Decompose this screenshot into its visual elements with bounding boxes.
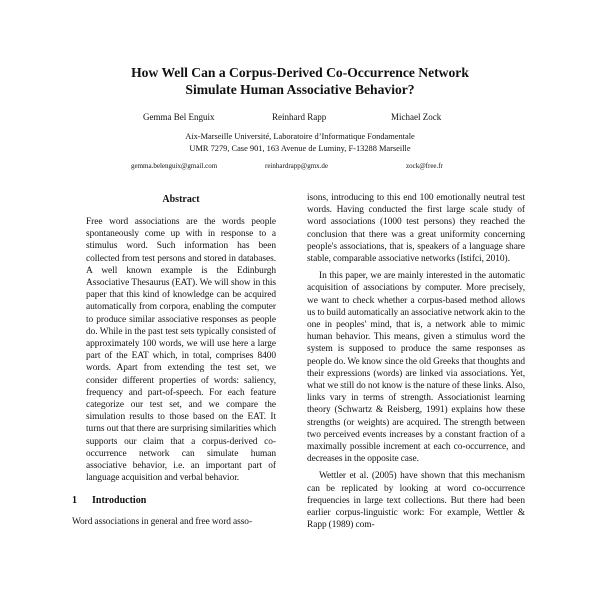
- author-3: Michael Zock: [391, 112, 442, 122]
- email-3: zock@free.fr: [406, 162, 443, 170]
- intro-first-line: Word associations in general and free word asso-: [72, 517, 253, 528]
- section-heading-introduction: [72, 494, 290, 507]
- author-1: Gemma Bel Enguix: [143, 112, 215, 122]
- affiliation-line-2: UMR 7279, Case 901, 163 Avenue de Luminy, F-13288 Marseille: [189, 144, 411, 153]
- author-2: Reinhard Rapp: [272, 112, 327, 122]
- paragraph-prior-work: Wettler et al. (2005) have shown that this mechanism can be replicated by looking at word co-occurrence frequencies in large text collections. But there had been earlier corpus-linguistic work: For example, Wettler & Rapp (1989) com-: [307, 471, 525, 531]
- email-1: gemma.belenguix@gmail.com: [131, 162, 218, 170]
- abstract-heading: Abstract: [162, 194, 200, 205]
- email-2: reinhardrapp@gmx.de: [265, 162, 329, 170]
- paragraph-continued: isons, introducing to this end 100 emotionally neutral test words. Having conducted the first large scale study of word associations (1000 test persons) they reached the conclusion that there was a great uniformity concerning people's associations, that is, speakers of a language share stable, comparable associative networks (Istifci, 2010).: [307, 193, 525, 265]
- affiliation: [0, 131, 600, 155]
- paper-title: [60, 64, 540, 98]
- section-number: 1: [72, 495, 77, 507]
- title-line-1: How Well Can a Corpus-Derived Co-Occurrence Network: [131, 65, 469, 80]
- abstract-text: Free word associations are the words people spontaneously come up with in response to a stimulus word. Such information has been collected from test persons and stored in databases. A well known example is the Edinburgh Associative Thesaurus (EAT). We will show in this paper that this kind of knowledge can be acquired automatically from corpora, enabling the computer to produce similar associative responses as people do. While in the past test sets typically consisted of approximately 100 words, we will use here a large part of the EAT which, in total, comprises 8400 words. Apart from extending the test set, we consider different properties of words: saliency, frequency and part-of-speech. For each feature categorize our test set, and we compare the simulation results to those based on the EAT. It turns out that there are surprising similarities which supports our claim that a corpus-derived co-occurrence network can simulate human associative behavior, i.e. an important part of language acquisition and verbal behavior.: [86, 217, 276, 484]
- title-line-2: Simulate Human Associative Behavior?: [185, 82, 415, 97]
- affiliation-line-1: Aix-Marseille Université, Laboratoire d’Informatique Fondamentale: [185, 132, 415, 141]
- left-column: [72, 192, 290, 529]
- paragraph-motivation: In this paper, we are mainly interested in the automatic acquisition of associations by computer. More precisely, we want to check whether a corpus-based method allows us to build automatically an associative network akin to the one in peoples' mind, that is, a network able to mimic human behavior. This means, given a stimulus word the system is supposed to produce the same responses as people do. We know since the old Greeks that thoughts and their expressions (words) are linked via associations. Yet, what we still do not know is the nature of these links. Also, links vary in terms of strength. Associationist learning theory (Schwartz & Reisberg, 1991) explains how these strengths (or weights) are acquired. The strength between two perceived events increases by a constant fraction of a maximally possible increment at each co-occurrence, and decreases in the opposite case.: [307, 271, 525, 465]
- section-title: Introduction: [92, 495, 147, 507]
- right-column: [307, 192, 525, 531]
